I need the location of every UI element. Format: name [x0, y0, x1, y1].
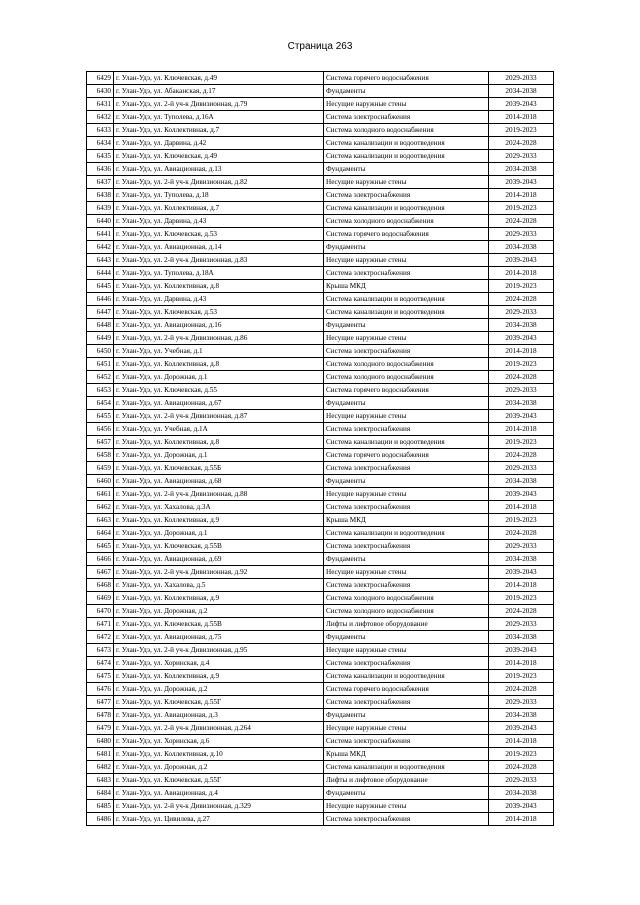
address-cell: г. Улан-Удэ, ул. 2-й уч-к Дивизионная, д.264: [114, 722, 324, 735]
address-cell: г. Улан-Удэ, ул. 2-й уч-к Дивизионная, д.329: [114, 800, 324, 813]
row-number-cell: 6458: [87, 449, 114, 462]
address-cell: г. Улан-Удэ, ул. Коллективная, д.9: [114, 514, 324, 527]
work-type-cell: Система холодного водоснабжения: [324, 358, 489, 371]
work-type-cell: Система канализации и водоотведения: [324, 137, 489, 150]
row-number-cell: 6484: [87, 787, 114, 800]
address-cell: г. Улан-Удэ, ул. Дорожная, д.2: [114, 605, 324, 618]
period-cell: 2029-2033: [489, 462, 554, 475]
address-cell: г. Улан-Удэ, ул. Ключевская, д.55В: [114, 618, 324, 631]
address-cell: г. Улан-Удэ, ул. Туполева, д.16А: [114, 111, 324, 124]
period-cell: 2029-2033: [489, 774, 554, 787]
work-type-cell: Система холодного водоснабжения: [324, 605, 489, 618]
work-type-cell: Система канализации и водоотведения: [324, 202, 489, 215]
row-number-cell: 6467: [87, 566, 114, 579]
period-cell: 2024-2028: [489, 371, 554, 384]
row-number-cell: 6466: [87, 553, 114, 566]
address-cell: г. Улан-Удэ, ул. 2-й уч-к Дивизионная, д.87: [114, 410, 324, 423]
row-number-cell: 6453: [87, 384, 114, 397]
period-cell: 2034-2038: [489, 553, 554, 566]
table-row: [87, 267, 554, 280]
table-row: [87, 150, 554, 163]
address-cell: г. Улан-Удэ, ул. Авиационная, д.3: [114, 709, 324, 722]
row-number-cell: 6434: [87, 137, 114, 150]
table-row: [87, 709, 554, 722]
period-cell: 2019-2023: [489, 514, 554, 527]
work-type-cell: Система электроснабжения: [324, 462, 489, 475]
table-row: [87, 241, 554, 254]
period-cell: 2034-2038: [489, 163, 554, 176]
period-cell: 2014-2018: [489, 813, 554, 826]
table-row: [87, 319, 554, 332]
row-number-cell: 6480: [87, 735, 114, 748]
row-number-cell: 6432: [87, 111, 114, 124]
work-type-cell: Несущие наружные стены: [324, 644, 489, 657]
period-cell: 2034-2038: [489, 319, 554, 332]
row-number-cell: 6455: [87, 410, 114, 423]
work-type-cell: Система канализации и водоотведения: [324, 150, 489, 163]
work-type-cell: Несущие наружные стены: [324, 254, 489, 267]
work-type-cell: Система горячего водоснабжения: [324, 72, 489, 85]
table-row: [87, 163, 554, 176]
work-type-cell: Система канализации и водоотведения: [324, 527, 489, 540]
row-number-cell: 6445: [87, 280, 114, 293]
table-row: [87, 579, 554, 592]
address-cell: г. Улан-Удэ, ул. Коллективная, д.8: [114, 358, 324, 371]
work-type-cell: Система электроснабжения: [324, 735, 489, 748]
address-cell: г. Улан-Удэ, ул. 2-й уч-к Дивизионная, д.95: [114, 644, 324, 657]
period-cell: 2039-2043: [489, 410, 554, 423]
address-cell: г. Улан-Удэ, ул. Хахалова, д.5: [114, 579, 324, 592]
work-type-cell: Система холодного водоснабжения: [324, 371, 489, 384]
row-number-cell: 6472: [87, 631, 114, 644]
period-cell: 2039-2043: [489, 644, 554, 657]
row-number-cell: 6448: [87, 319, 114, 332]
table-row: [87, 137, 554, 150]
address-cell: г. Улан-Удэ, ул. Ключевская, д.49: [114, 150, 324, 163]
row-number-cell: 6443: [87, 254, 114, 267]
table-row: [87, 787, 554, 800]
address-cell: г. Улан-Удэ, ул. Коллективная, д.10: [114, 748, 324, 761]
table-row: [87, 761, 554, 774]
period-cell: 2024-2028: [489, 683, 554, 696]
row-number-cell: 6459: [87, 462, 114, 475]
table-row: [87, 605, 554, 618]
period-cell: 2014-2018: [489, 267, 554, 280]
work-type-cell: Система горячего водоснабжения: [324, 384, 489, 397]
row-number-cell: 6471: [87, 618, 114, 631]
period-cell: 2029-2033: [489, 72, 554, 85]
period-cell: 2024-2028: [489, 527, 554, 540]
work-type-cell: Система канализации и водоотведения: [324, 436, 489, 449]
period-cell: 2039-2043: [489, 254, 554, 267]
row-number-cell: 6463: [87, 514, 114, 527]
period-cell: 2029-2033: [489, 384, 554, 397]
row-number-cell: 6454: [87, 397, 114, 410]
period-cell: 2034-2038: [489, 85, 554, 98]
work-type-cell: Система электроснабжения: [324, 813, 489, 826]
table-row: [87, 293, 554, 306]
table-row: [87, 735, 554, 748]
address-cell: г. Улан-Удэ, ул. Дорожная, д.2: [114, 683, 324, 696]
table-row: [87, 670, 554, 683]
row-number-cell: 6461: [87, 488, 114, 501]
work-type-cell: Система горячего водоснабжения: [324, 228, 489, 241]
work-type-cell: Фундаменты: [324, 709, 489, 722]
table-row: [87, 657, 554, 670]
period-cell: 2019-2023: [489, 436, 554, 449]
table-row: [87, 280, 554, 293]
period-cell: 2039-2043: [489, 722, 554, 735]
period-cell: 2039-2043: [489, 332, 554, 345]
address-cell: г. Улан-Удэ, ул. 2-й уч-к Дивизионная, д.83: [114, 254, 324, 267]
period-cell: 2039-2043: [489, 488, 554, 501]
table-row: [87, 358, 554, 371]
period-cell: 2029-2033: [489, 306, 554, 319]
period-cell: 2039-2043: [489, 800, 554, 813]
work-type-cell: Система горячего водоснабжения: [324, 449, 489, 462]
table-row: [87, 462, 554, 475]
table-row: [87, 228, 554, 241]
work-type-cell: Лифты и лифтовое оборудование: [324, 774, 489, 787]
address-cell: г. Улан-Удэ, ул. Ключевская, д.55Б: [114, 462, 324, 475]
period-cell: 2014-2018: [489, 579, 554, 592]
row-number-cell: 6465: [87, 540, 114, 553]
row-number-cell: 6456: [87, 423, 114, 436]
table-row: [87, 488, 554, 501]
period-cell: 2034-2038: [489, 397, 554, 410]
address-cell: г. Улан-Удэ, ул. Цивилева, д.27: [114, 813, 324, 826]
period-cell: 2019-2023: [489, 202, 554, 215]
table-row: [87, 202, 554, 215]
row-number-cell: 6451: [87, 358, 114, 371]
table-row: [87, 527, 554, 540]
row-number-cell: 6457: [87, 436, 114, 449]
address-cell: г. Улан-Удэ, ул. 2-й уч-к Дивизионная, д.79: [114, 98, 324, 111]
address-cell: г. Улан-Удэ, ул. Ключевская, д.53: [114, 228, 324, 241]
table-row: [87, 332, 554, 345]
table-row: [87, 449, 554, 462]
work-type-cell: Система электроснабжения: [324, 345, 489, 358]
work-type-cell: Фундаменты: [324, 631, 489, 644]
period-cell: 2029-2033: [489, 228, 554, 241]
period-cell: 2029-2033: [489, 618, 554, 631]
work-type-cell: Фундаменты: [324, 787, 489, 800]
address-cell: г. Улан-Удэ, ул. Учебная, д.1: [114, 345, 324, 358]
work-type-cell: Система электроснабжения: [324, 540, 489, 553]
row-number-cell: 6464: [87, 527, 114, 540]
table-row: [87, 371, 554, 384]
row-number-cell: 6475: [87, 670, 114, 683]
address-cell: г. Улан-Удэ, ул. Туполева, д.18: [114, 189, 324, 202]
row-number-cell: 6482: [87, 761, 114, 774]
table-row: [87, 423, 554, 436]
work-type-cell: Система электроснабжения: [324, 696, 489, 709]
row-number-cell: 6481: [87, 748, 114, 761]
page-number-header: Страница 263: [287, 41, 353, 52]
row-number-cell: 6478: [87, 709, 114, 722]
period-cell: 2014-2018: [489, 111, 554, 124]
table-row: [87, 176, 554, 189]
address-cell: г. Улан-Удэ, ул. Коллективная, д.8: [114, 436, 324, 449]
period-cell: 2039-2043: [489, 566, 554, 579]
period-cell: 2039-2043: [489, 98, 554, 111]
table-row: [87, 72, 554, 85]
work-type-cell: Несущие наружные стены: [324, 410, 489, 423]
address-cell: г. Улан-Удэ, ул. Дорожная, д.1: [114, 371, 324, 384]
work-type-cell: Система электроснабжения: [324, 423, 489, 436]
period-cell: 2019-2023: [489, 670, 554, 683]
work-type-cell: Несущие наружные стены: [324, 800, 489, 813]
row-number-cell: 6435: [87, 150, 114, 163]
table-row: [87, 410, 554, 423]
row-number-cell: 6479: [87, 722, 114, 735]
address-cell: г. Улан-Удэ, ул. Хахалова, д.3А: [114, 501, 324, 514]
table-row: [87, 683, 554, 696]
table-row: [87, 436, 554, 449]
table-row: [87, 475, 554, 488]
row-number-cell: 6483: [87, 774, 114, 787]
period-cell: 2014-2018: [489, 189, 554, 202]
address-cell: г. Улан-Удэ, ул. Коллективная, д.7: [114, 124, 324, 137]
address-cell: г. Улан-Удэ, ул. Авиационная, д.69: [114, 553, 324, 566]
row-number-cell: 6485: [87, 800, 114, 813]
work-type-cell: Система холодного водоснабжения: [324, 592, 489, 605]
work-type-cell: Система холодного водоснабжения: [324, 215, 489, 228]
table-row: [87, 774, 554, 787]
row-number-cell: 6442: [87, 241, 114, 254]
table-row: [87, 501, 554, 514]
work-type-cell: Фундаменты: [324, 475, 489, 488]
row-number-cell: 6462: [87, 501, 114, 514]
table-row: [87, 566, 554, 579]
work-type-cell: Фундаменты: [324, 163, 489, 176]
address-cell: г. Улан-Удэ, ул. Туполева, д.18А: [114, 267, 324, 280]
address-cell: г. Улан-Удэ, ул. Авиационная, д.14: [114, 241, 324, 254]
period-cell: 2034-2038: [489, 709, 554, 722]
row-number-cell: 6469: [87, 592, 114, 605]
address-cell: г. Улан-Удэ, ул. Коллективная, д.9: [114, 592, 324, 605]
table-row: [87, 345, 554, 358]
table-row: [87, 85, 554, 98]
work-type-cell: Несущие наружные стены: [324, 176, 489, 189]
period-cell: 2024-2028: [489, 761, 554, 774]
period-cell: 2019-2023: [489, 748, 554, 761]
address-cell: г. Улан-Удэ, ул. Дорожная, д.1: [114, 527, 324, 540]
period-cell: 2014-2018: [489, 735, 554, 748]
address-cell: г. Улан-Удэ, ул. Дорожная, д.2: [114, 761, 324, 774]
work-type-cell: Система горячего водоснабжения: [324, 683, 489, 696]
work-type-cell: Система электроснабжения: [324, 501, 489, 514]
row-number-cell: 6429: [87, 72, 114, 85]
table-row: [87, 813, 554, 826]
period-cell: 2029-2033: [489, 150, 554, 163]
address-cell: г. Улан-Удэ, ул. Абаканская, д.17: [114, 85, 324, 98]
row-number-cell: 6441: [87, 228, 114, 241]
address-cell: г. Улан-Удэ, ул. Хоринская, д.6: [114, 735, 324, 748]
address-cell: г. Улан-Удэ, ул. Ключевская, д.55: [114, 384, 324, 397]
period-cell: 2024-2028: [489, 137, 554, 150]
table-row: [87, 618, 554, 631]
address-cell: г. Улан-Удэ, ул. Учебная, д.1А: [114, 423, 324, 436]
row-number-cell: 6444: [87, 267, 114, 280]
address-cell: г. Улан-Удэ, ул. Дарвина, д.42: [114, 137, 324, 150]
period-cell: 2014-2018: [489, 657, 554, 670]
address-cell: г. Улан-Удэ, ул. Авиационная, д.75: [114, 631, 324, 644]
table-row: [87, 696, 554, 709]
row-number-cell: 6450: [87, 345, 114, 358]
address-cell: г. Улан-Удэ, ул. Дарвина, д.43: [114, 215, 324, 228]
row-number-cell: 6486: [87, 813, 114, 826]
row-number-cell: 6468: [87, 579, 114, 592]
period-cell: 2024-2028: [489, 293, 554, 306]
address-cell: г. Улан-Удэ, ул. Ключевская, д.55В: [114, 540, 324, 553]
row-number-cell: 6473: [87, 644, 114, 657]
address-cell: г. Улан-Удэ, ул. 2-й уч-к Дивизионная, д.86: [114, 332, 324, 345]
table-row: [87, 98, 554, 111]
period-cell: 2014-2018: [489, 345, 554, 358]
work-type-cell: Лифты и лифтовое оборудование: [324, 618, 489, 631]
address-cell: г. Улан-Удэ, ул. 2-й уч-к Дивизионная, д.82: [114, 176, 324, 189]
address-cell: г. Улан-Удэ, ул. Хоринская, д.4: [114, 657, 324, 670]
work-type-cell: Система канализации и водоотведения: [324, 306, 489, 319]
row-number-cell: 6437: [87, 176, 114, 189]
work-type-cell: Фундаменты: [324, 319, 489, 332]
row-number-cell: 6447: [87, 306, 114, 319]
work-type-cell: Фундаменты: [324, 397, 489, 410]
table-row: [87, 514, 554, 527]
work-type-cell: Несущие наружные стены: [324, 332, 489, 345]
address-cell: г. Улан-Удэ, ул. Коллективная, д.7: [114, 202, 324, 215]
row-number-cell: 6474: [87, 657, 114, 670]
work-type-cell: Крыша МКД: [324, 280, 489, 293]
address-cell: г. Улан-Удэ, ул. Авиационная, д.67: [114, 397, 324, 410]
table-row: [87, 631, 554, 644]
work-type-cell: Фундаменты: [324, 85, 489, 98]
row-number-cell: 6439: [87, 202, 114, 215]
table-row: [87, 800, 554, 813]
address-cell: г. Улан-Удэ, ул. Ключевская, д.49: [114, 72, 324, 85]
period-cell: 2029-2033: [489, 696, 554, 709]
work-type-cell: Фундаменты: [324, 553, 489, 566]
period-cell: 2019-2023: [489, 592, 554, 605]
work-type-cell: Несущие наружные стены: [324, 98, 489, 111]
period-cell: 2014-2018: [489, 501, 554, 514]
table-row: [87, 254, 554, 267]
table-row: [87, 111, 554, 124]
address-cell: г. Улан-Удэ, ул. Авиационная, д.13: [114, 163, 324, 176]
period-cell: 2034-2038: [489, 631, 554, 644]
table-row: [87, 553, 554, 566]
work-type-cell: Система канализации и водоотведения: [324, 761, 489, 774]
address-cell: г. Улан-Удэ, ул. Ключевская, д.55Г: [114, 696, 324, 709]
address-cell: г. Улан-Удэ, ул. Ключевская, д.55Г: [114, 774, 324, 787]
work-type-cell: Система холодного водоснабжения: [324, 124, 489, 137]
period-cell: 2014-2018: [489, 423, 554, 436]
address-cell: г. Улан-Удэ, ул. Коллективная, д.8: [114, 280, 324, 293]
address-cell: г. Улан-Удэ, ул. Дорожная, д.1: [114, 449, 324, 462]
address-cell: г. Улан-Удэ, ул. 2-й уч-к Дивизионная, д.92: [114, 566, 324, 579]
table-row: [87, 592, 554, 605]
work-type-cell: Система электроснабжения: [324, 111, 489, 124]
table-row: [87, 644, 554, 657]
work-type-cell: Система электроснабжения: [324, 579, 489, 592]
address-cell: г. Улан-Удэ, ул. Авиационная, д.4: [114, 787, 324, 800]
address-cell: г. Улан-Удэ, ул. Ключевская, д.53: [114, 306, 324, 319]
work-type-cell: Система электроснабжения: [324, 189, 489, 202]
table-row: [87, 124, 554, 137]
address-cell: г. Улан-Удэ, ул. Авиационная, д.68: [114, 475, 324, 488]
work-type-cell: Крыша МКД: [324, 514, 489, 527]
period-cell: 2034-2038: [489, 475, 554, 488]
row-number-cell: 6438: [87, 189, 114, 202]
row-number-cell: 6433: [87, 124, 114, 137]
row-number-cell: 6446: [87, 293, 114, 306]
period-cell: 2024-2028: [489, 605, 554, 618]
table-row: [87, 189, 554, 202]
period-cell: 2024-2028: [489, 449, 554, 462]
work-type-cell: Несущие наружные стены: [324, 722, 489, 735]
work-type-cell: Система электроснабжения: [324, 657, 489, 670]
period-cell: 2019-2023: [489, 280, 554, 293]
table-row: [87, 540, 554, 553]
work-type-cell: Несущие наружные стены: [324, 566, 489, 579]
address-cell: г. Улан-Удэ, ул. Авиационная, д.16: [114, 319, 324, 332]
row-number-cell: 6431: [87, 98, 114, 111]
work-type-cell: Система канализации и водоотведения: [324, 670, 489, 683]
table-row: [87, 306, 554, 319]
period-cell: 2019-2023: [489, 124, 554, 137]
row-number-cell: 6476: [87, 683, 114, 696]
row-number-cell: 6430: [87, 85, 114, 98]
work-type-cell: Несущие наружные стены: [324, 488, 489, 501]
row-number-cell: 6452: [87, 371, 114, 384]
period-cell: 2019-2023: [489, 358, 554, 371]
row-number-cell: 6449: [87, 332, 114, 345]
row-number-cell: 6436: [87, 163, 114, 176]
table-row: [87, 397, 554, 410]
row-number-cell: 6460: [87, 475, 114, 488]
period-cell: 2039-2043: [489, 176, 554, 189]
period-cell: 2024-2028: [489, 215, 554, 228]
address-cell: г. Улан-Удэ, ул. Дарвина, д.43: [114, 293, 324, 306]
period-cell: 2034-2038: [489, 787, 554, 800]
address-cell: г. Улан-Удэ, ул. 2-й уч-к Дивизионная, д.88: [114, 488, 324, 501]
row-number-cell: 6440: [87, 215, 114, 228]
work-type-cell: Система канализации и водоотведения: [324, 293, 489, 306]
work-type-cell: Крыша МКД: [324, 748, 489, 761]
table-row: [87, 748, 554, 761]
work-type-cell: Система электроснабжения: [324, 267, 489, 280]
row-number-cell: 6470: [87, 605, 114, 618]
table-row: [87, 215, 554, 228]
table-row: [87, 722, 554, 735]
repair-schedule-table: [86, 71, 554, 826]
period-cell: 2029-2033: [489, 540, 554, 553]
table-body: [87, 72, 554, 826]
period-cell: 2034-2038: [489, 241, 554, 254]
row-number-cell: 6477: [87, 696, 114, 709]
address-cell: г. Улан-Удэ, ул. Коллективная, д.9: [114, 670, 324, 683]
work-type-cell: Фундаменты: [324, 241, 489, 254]
table-row: [87, 384, 554, 397]
